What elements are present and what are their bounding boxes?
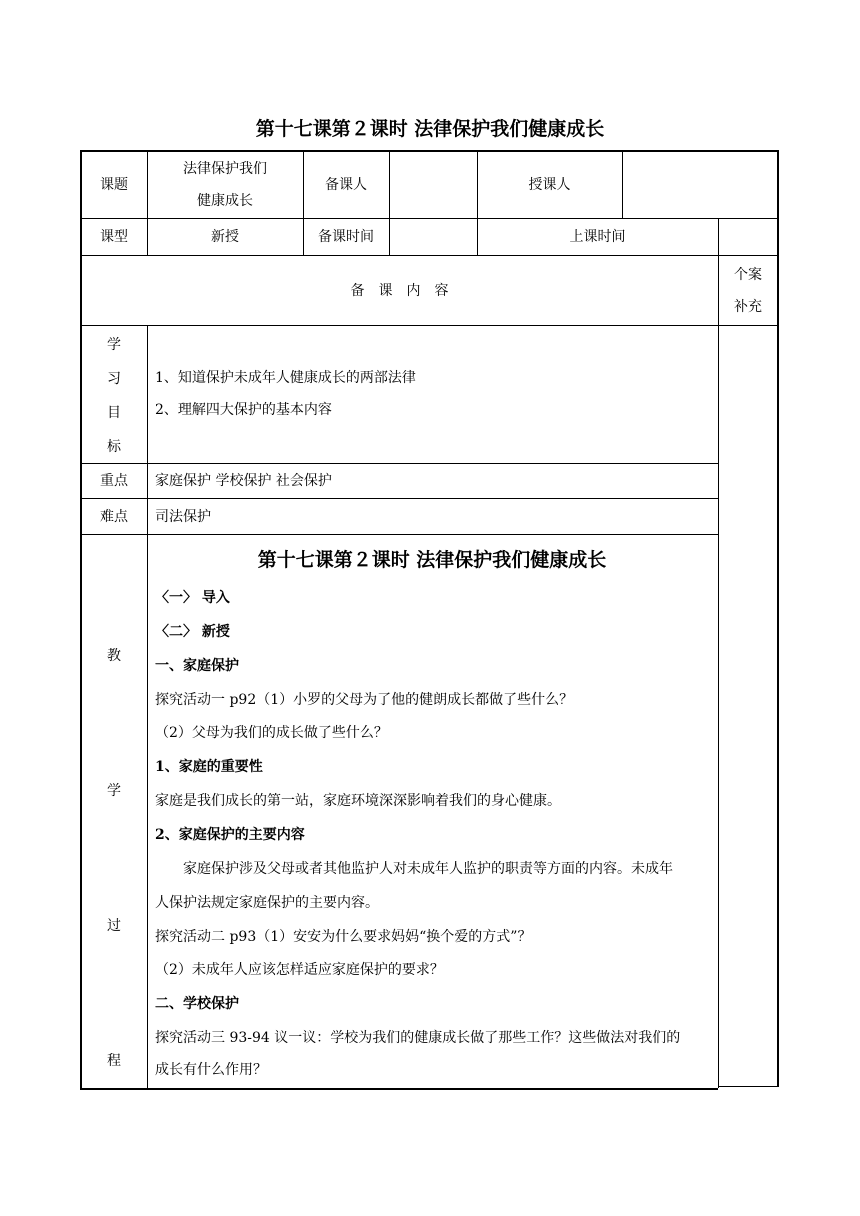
objective-item: 1、知道保护未成年人健康成长的两部法律 <box>155 370 416 386</box>
topic-label: 课题 <box>100 177 128 193</box>
preparer-label: 备课人 <box>325 177 367 193</box>
process-line: 〈一〉 导入 <box>155 590 230 606</box>
type-value: 新授 <box>211 229 239 245</box>
process-line: 探究活动二 p93（1）安安为什么要求妈妈“换个爱的方式”？ <box>155 929 532 945</box>
objective-item: 2、理解四大保护的基本内容 <box>155 402 332 418</box>
supplement-label-line1: 个案 <box>734 267 762 283</box>
objectives-label-char: 习 <box>107 371 121 387</box>
difficult-points-label: 难点 <box>100 509 128 525</box>
process-line: （2）父母为我们的成长做了些什么？ <box>155 725 388 741</box>
process-line: 一、家庭保护 <box>155 658 239 674</box>
process-line: 人保护法规定家庭保护的主要内容。 <box>155 895 379 911</box>
class-time-label: 上课时间 <box>569 229 626 245</box>
process-line: 1、家庭的重要性 <box>155 759 263 775</box>
teacher-label: 授课人 <box>528 177 571 193</box>
process-line: 2、家庭保护的主要内容 <box>155 827 305 843</box>
process-line: 〈二〉 新授 <box>155 624 230 640</box>
process-line: 家庭保护涉及父母或者其他监护人对未成年人监护的职责等方面的内容。未成年 <box>155 861 673 877</box>
key-points-value: 家庭保护 学校保护 社会保护 <box>155 473 332 489</box>
process-label-char: 程 <box>107 1053 121 1069</box>
objectives-label-char: 标 <box>107 439 121 455</box>
process-line: 探究活动三 93-94 议一议：学校为我们的健康成长做了那些工作？这些做法对我们的 <box>155 1030 681 1046</box>
process-line: 探究活动一 p92（1）小罗的父母为了他的健朗成长都做了些什么？ <box>155 692 574 708</box>
process-label-char: 教 <box>107 648 121 664</box>
document-title: 第十七课第２课时 法律保护我们健康成长 <box>255 118 605 140</box>
type-label: 课型 <box>100 229 128 245</box>
content-header-label: 备 课 内 容 <box>350 283 449 299</box>
process-line: 二、学校保护 <box>155 996 239 1012</box>
process-line: （2）未成年人应该怎样适应家庭保护的要求？ <box>155 962 444 978</box>
process-title: 第十七课第２课时 法律保护我们健康成长 <box>257 549 607 571</box>
topic-value-line2: 健康成长 <box>197 193 253 209</box>
prep-time-label: 备课时间 <box>318 229 374 245</box>
process-label-char: 过 <box>107 918 121 934</box>
process-label-char: 学 <box>107 783 121 799</box>
objectives-label-char: 目 <box>107 405 121 421</box>
supplement-label-line2: 补充 <box>734 299 762 315</box>
topic-value-line1: 法律保护我们 <box>183 161 267 177</box>
difficult-points-value: 司法保护 <box>155 509 211 525</box>
objectives-label-char: 学 <box>107 337 121 353</box>
process-line: 成长有什么作用？ <box>155 1062 267 1078</box>
process-line: 家庭是我们成长的第一站，家庭环境深深影响着我们的身心健康。 <box>155 793 561 809</box>
key-points-label: 重点 <box>100 473 128 489</box>
